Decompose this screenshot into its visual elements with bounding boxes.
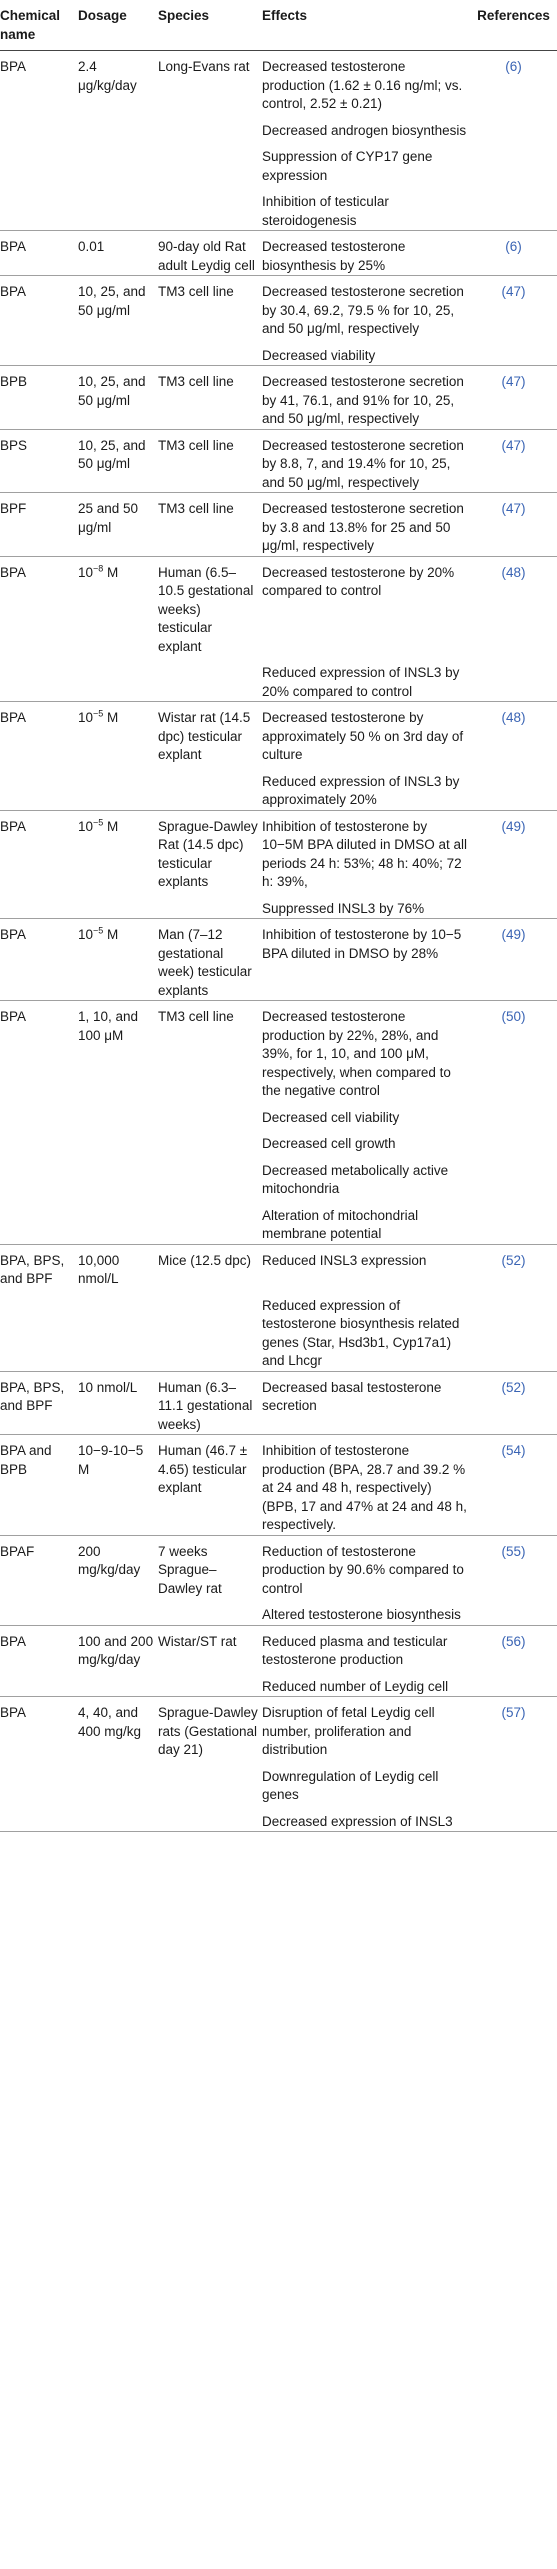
effect-cell: Suppressed INSL3 by 76%: [262, 900, 425, 916]
reference-link[interactable]: (54): [474, 1435, 557, 1536]
empty-cell: [78, 140, 158, 185]
effect-cell: Reduced plasma and testicular testosterone production: [262, 1625, 474, 1670]
table-row: [0, 1625, 557, 1670]
reference-link[interactable]: (55): [474, 1535, 557, 1598]
empty-cell: [0, 1101, 78, 1128]
species-cell: Man (7–12 gestational week) testicular explants: [158, 919, 262, 1001]
empty-cell: [158, 1805, 262, 1832]
effect-cell: Decreased testosterone biosynthesis by 25%: [262, 231, 474, 276]
dosage-cell: 1, 10, and 100 μM: [78, 1001, 158, 1101]
effect-cell: Decreased cell growth: [262, 1136, 396, 1151]
header-effects: Effects: [262, 0, 474, 51]
species-cell: TM3 cell line: [158, 276, 262, 339]
dosage-cell: [78, 810, 158, 892]
chemical-name-cell: BPA: [0, 919, 78, 1001]
species-cell: Human (6.3–11.1 gestational weeks): [158, 1371, 262, 1435]
empty-cell: [78, 892, 158, 919]
table-row: [0, 276, 557, 339]
species-cell: TM3 cell line: [158, 493, 262, 557]
empty-cell: [158, 185, 262, 231]
dosage-unit: M: [103, 927, 119, 942]
empty-cell: [158, 1199, 262, 1245]
table-row: [0, 114, 557, 141]
empty-cell: [78, 114, 158, 141]
empty-cell: [78, 1805, 158, 1832]
empty-cell: [474, 185, 557, 231]
table-row: [0, 1001, 557, 1101]
table-row: [0, 493, 557, 557]
dosage-exponent: −5: [93, 925, 104, 936]
dosage-cell: 10,000 nmol/L: [78, 1244, 158, 1289]
effect-cell: Decreased testosterone production by 22%, 28%, and 39%, for 1, 10, and 100 μM, respectively, when compared to the negative control: [262, 1001, 474, 1101]
reference-link[interactable]: (50): [474, 1001, 557, 1101]
empty-cell: [78, 765, 158, 811]
empty-cell: [78, 1127, 158, 1154]
empty-cell: [158, 140, 262, 185]
dosage-unit: M: [103, 564, 119, 580]
reference-link[interactable]: (47): [474, 276, 557, 339]
table-row: [0, 1127, 557, 1154]
table-row: [0, 366, 557, 430]
table-row: [0, 1760, 557, 1805]
chemical-name-cell: BPA: [0, 702, 78, 765]
table-row: [0, 1670, 557, 1697]
dosage-exponent: −5: [93, 817, 104, 827]
empty-cell: [78, 1101, 158, 1128]
empty-cell: [158, 1101, 262, 1128]
table-row: [0, 1598, 557, 1625]
empty-cell: [0, 656, 78, 702]
header-species: Species: [158, 0, 262, 51]
dosage-cell: [78, 556, 158, 656]
dosage-cell: 10−9-10−5 M: [78, 1435, 158, 1536]
table-row: [0, 919, 557, 1001]
species-cell: Wistar/ST rat: [158, 1625, 262, 1670]
reference-link[interactable]: (48): [474, 556, 557, 656]
effect-cell: Decreased cell viability: [262, 1109, 400, 1125]
table-row: [0, 1289, 557, 1372]
effect-cell: Decreased testosterone secretion by 8.8, 7, and 19.4% for 10, 25, and 50 μg/ml, respectively: [262, 429, 474, 493]
effect-cell: Decreased testosterone production (1.62 ± 0.16 ng/ml; vs. control, 2.52 ± 0.21): [262, 51, 474, 114]
header-references: References: [474, 0, 557, 51]
dosage-cell: 25 and 50 μg/ml: [78, 493, 158, 557]
chemical-name-cell: BPA: [0, 810, 78, 892]
dosage-cell: 10, 25, and 50 μg/ml: [78, 276, 158, 339]
empty-cell: [474, 1670, 557, 1697]
table-row: [0, 702, 557, 765]
empty-cell: [0, 339, 78, 366]
empty-cell: [0, 765, 78, 811]
empty-cell: [474, 1598, 557, 1625]
dosage-base: 10: [78, 927, 94, 942]
chemical-name-cell: BPA, BPS, and BPF: [0, 1371, 78, 1435]
species-cell: Mice (12.5 dpc): [158, 1244, 262, 1289]
species-cell: Sprague-Dawley rats (Gestational day 21): [158, 1697, 262, 1760]
effect-cell: Decreased expression of INSL3: [262, 1805, 474, 1832]
empty-cell: [158, 656, 262, 702]
table-row: [0, 1535, 557, 1598]
table-row: [0, 1371, 557, 1435]
table-row: [0, 51, 557, 114]
species-cell: TM3 cell line: [158, 1001, 262, 1101]
empty-cell: [158, 1760, 262, 1805]
empty-cell: [158, 1598, 262, 1625]
effect-cell: Disruption of fetal Leydig cell number, proliferation and distribution: [262, 1697, 474, 1760]
chemical-name-cell: BPB: [0, 366, 78, 430]
species-cell: Human (46.7 ± 4.65) testicular explant: [158, 1435, 262, 1536]
dosage-cell: 10, 25, and 50 μg/ml: [78, 366, 158, 430]
empty-cell: [474, 1154, 557, 1199]
dosage-cell: 2.4 μg/kg/day: [78, 51, 158, 114]
empty-cell: [474, 892, 557, 919]
effect-cell: Decreased metabolically active mitochondria: [262, 1162, 449, 1196]
table-row: [0, 1435, 557, 1536]
empty-cell: [474, 1805, 557, 1832]
empty-cell: [0, 1598, 78, 1625]
effect-cell: Reduced expression of INSL3 by approximately 20%: [262, 773, 460, 807]
dosage-exponent: −5: [93, 708, 104, 719]
effect-cell: Downregulation of Leydig cell genes: [262, 1768, 439, 1802]
effect-cell: Altered testosterone biosynthesis: [262, 1607, 461, 1622]
empty-cell: [474, 140, 557, 185]
effect-cell: Decreased testosterone secretion by 41, 76.1, and 91% for 10, 25, and 50 μg/ml, respectively: [262, 366, 474, 430]
empty-cell: [474, 1101, 557, 1128]
chemical-name-cell: BPA and BPB: [0, 1435, 78, 1536]
table-row: [0, 1805, 557, 1832]
dosage-cell: [78, 702, 158, 765]
chemical-name-cell: BPA: [0, 1697, 78, 1760]
empty-cell: [78, 656, 158, 702]
table-row: [0, 1154, 557, 1199]
table-row: [0, 1697, 557, 1760]
dosage-cell: 10, 25, and 50 μg/ml: [78, 429, 158, 493]
empty-cell: [158, 1670, 262, 1697]
effect-cell: Decreased testosterone secretion by 3.8 and 13.8% for 25 and 50 μg/ml, respectively: [262, 493, 474, 557]
effect-cell: Reduced number of Leydig cell: [262, 1678, 449, 1694]
table-row: [0, 339, 557, 366]
dosage-cell: 4, 40, and 400 mg/kg: [78, 1697, 158, 1760]
reference-link[interactable]: (47): [474, 493, 557, 557]
effect-cell: Inhibition of testicular steroidogenesis: [262, 194, 389, 228]
empty-cell: [158, 765, 262, 811]
table-row: [0, 231, 557, 276]
header-chemical-name: Chemical name: [0, 0, 78, 51]
empty-cell: [78, 1670, 158, 1697]
empty-cell: [78, 1760, 158, 1805]
reference-link[interactable]: (49): [474, 919, 557, 1001]
effect-cell: Suppression of CYP17 gene expression: [262, 149, 433, 183]
table-row: [0, 1199, 557, 1245]
dosage-cell: 100 and 200 mg/kg/day: [78, 1625, 158, 1670]
empty-cell: [0, 1154, 78, 1199]
dosage-unit: M: [103, 818, 119, 834]
reference-link[interactable]: (49): [474, 810, 557, 892]
chemical-name-cell: BPA, BPS, and BPF: [0, 1244, 78, 1289]
empty-cell: [158, 1127, 262, 1154]
chemical-name-cell: BPA: [0, 1625, 78, 1670]
dosage-unit: M: [103, 710, 119, 725]
effect-cell: Decreased viability: [262, 347, 376, 363]
chemical-name-cell: BPAF: [0, 1535, 78, 1598]
species-cell: Sprague-Dawley Rat (14.5 dpc) testicular explants: [158, 810, 262, 892]
reference-link[interactable]: (57): [474, 1697, 557, 1760]
table-row: [0, 892, 557, 919]
effect-cell: Inhibition of testosterone by 10−5M BPA diluted in DMSO at all periods 24 h: 53%; 48 h: 40%; 72 h: 39%,: [262, 810, 474, 892]
empty-cell: [474, 656, 557, 702]
effect-cell: Inhibition of testosterone production (BPA, 28.7 and 39.2 % at 24 and 48 h, respectively) (BPB, 17 and 47% at 24 and 48 h, respectively.: [262, 1435, 474, 1536]
empty-cell: [0, 1760, 78, 1805]
empty-cell: [474, 339, 557, 366]
species-cell: Long-Evans rat: [158, 51, 262, 114]
effect-cell: Reduced expression of INSL3 by 20% compared to control: [262, 665, 460, 699]
empty-cell: [0, 1670, 78, 1697]
reference-link[interactable]: (52): [474, 1371, 557, 1435]
effect-cell: Reduction of testosterone production by 90.6% compared to control: [262, 1535, 474, 1598]
reference-link[interactable]: (47): [474, 366, 557, 430]
empty-cell: [158, 114, 262, 141]
species-cell: TM3 cell line: [158, 429, 262, 493]
empty-cell: [78, 1199, 158, 1245]
effect-cell: Reduced expression of testosterone biosynthesis related genes (Star, Hsd3b1, Cyp17a1) and Lhcgr: [262, 1297, 460, 1368]
dosage-cell: 200 mg/kg/day: [78, 1535, 158, 1598]
reference-link[interactable]: (6): [474, 231, 557, 276]
table-row: [0, 1244, 557, 1289]
empty-cell: [474, 1199, 557, 1245]
empty-cell: [158, 892, 262, 919]
species-cell: 7 weeks Sprague–Dawley rat: [158, 1535, 262, 1598]
empty-cell: [78, 185, 158, 231]
empty-cell: [474, 1289, 557, 1372]
empty-cell: [0, 185, 78, 231]
empty-cell: [0, 892, 78, 919]
empty-cell: [474, 765, 557, 811]
empty-cell: [0, 1289, 78, 1372]
reference-link[interactable]: (56): [474, 1625, 557, 1670]
empty-cell: [158, 339, 262, 366]
chemical-name-cell: BPS: [0, 429, 78, 493]
species-cell: 90-day old Rat adult Leydig cell: [158, 231, 262, 276]
empty-cell: [78, 1154, 158, 1199]
empty-cell: [158, 1289, 262, 1372]
effect-cell: Decreased testosterone by 20% compared to control: [262, 556, 474, 656]
effect-cell: Reduced INSL3 expression: [262, 1244, 474, 1289]
reference-link[interactable]: (48): [474, 702, 557, 765]
effect-cell: Decreased androgen biosynthesis: [262, 122, 467, 138]
table-row: [0, 810, 557, 892]
effect-cell: Decreased testosterone secretion by 30.4, 69.2, 79.5 % for 10, 25, and 50 μg/ml, respectively: [262, 276, 474, 339]
dosage-base: 10: [78, 818, 94, 834]
table-row: [0, 656, 557, 702]
dosage-cell: 10 nmol/L: [78, 1371, 158, 1435]
dosage-base: 10: [78, 710, 94, 725]
empty-cell: [474, 1127, 557, 1154]
empty-cell: [0, 140, 78, 185]
effect-cell: Decreased basal testosterone secretion: [262, 1371, 474, 1435]
chemical-name-cell: BPA: [0, 231, 78, 276]
chemical-name-cell: BPA: [0, 51, 78, 114]
header-dosage: Dosage: [78, 0, 158, 51]
species-cell: TM3 cell line: [158, 366, 262, 430]
dosage-base: 10: [78, 564, 94, 580]
chemical-name-cell: BPA: [0, 276, 78, 339]
dosage-cell: 0.01: [78, 231, 158, 276]
table-row: [0, 1101, 557, 1128]
effect-cell: Decreased testosterone by approximately 50 % on 3rd day of culture: [262, 702, 474, 765]
empty-cell: [0, 1127, 78, 1154]
chemical-name-cell: BPA: [0, 556, 78, 656]
reference-link[interactable]: (47): [474, 429, 557, 493]
empty-cell: [78, 339, 158, 366]
reference-link[interactable]: (6): [474, 51, 557, 114]
table-row: [0, 556, 557, 656]
empty-cell: [78, 1598, 158, 1625]
table-row: [0, 140, 557, 185]
effect-cell: Alteration of mitochondrial membrane potential: [262, 1207, 419, 1241]
table-header: [0, 0, 557, 51]
table-row: [0, 765, 557, 811]
empty-cell: [474, 114, 557, 141]
dosage-exponent: −8: [93, 563, 104, 573]
empty-cell: [474, 1760, 557, 1805]
empty-cell: [0, 114, 78, 141]
table-row: [0, 429, 557, 493]
chemical-name-cell: BPA: [0, 1001, 78, 1101]
reference-link[interactable]: (52): [474, 1244, 557, 1289]
dosage-cell: [78, 919, 158, 1001]
empty-cell: [78, 1289, 158, 1372]
effect-cell: Inhibition of testosterone by 10−5 BPA diluted in DMSO by 28%: [262, 919, 474, 1001]
species-cell: Wistar rat (14.5 dpc) testicular explant: [158, 702, 262, 765]
empty-cell: [0, 1199, 78, 1245]
table-row: [0, 185, 557, 231]
table-body: [0, 51, 557, 1832]
species-cell: Human (6.5–10.5 gestational weeks) testicular explant: [158, 556, 262, 656]
empty-cell: [158, 1154, 262, 1199]
chemical-name-cell: BPF: [0, 493, 78, 557]
empty-cell: [0, 1805, 78, 1832]
